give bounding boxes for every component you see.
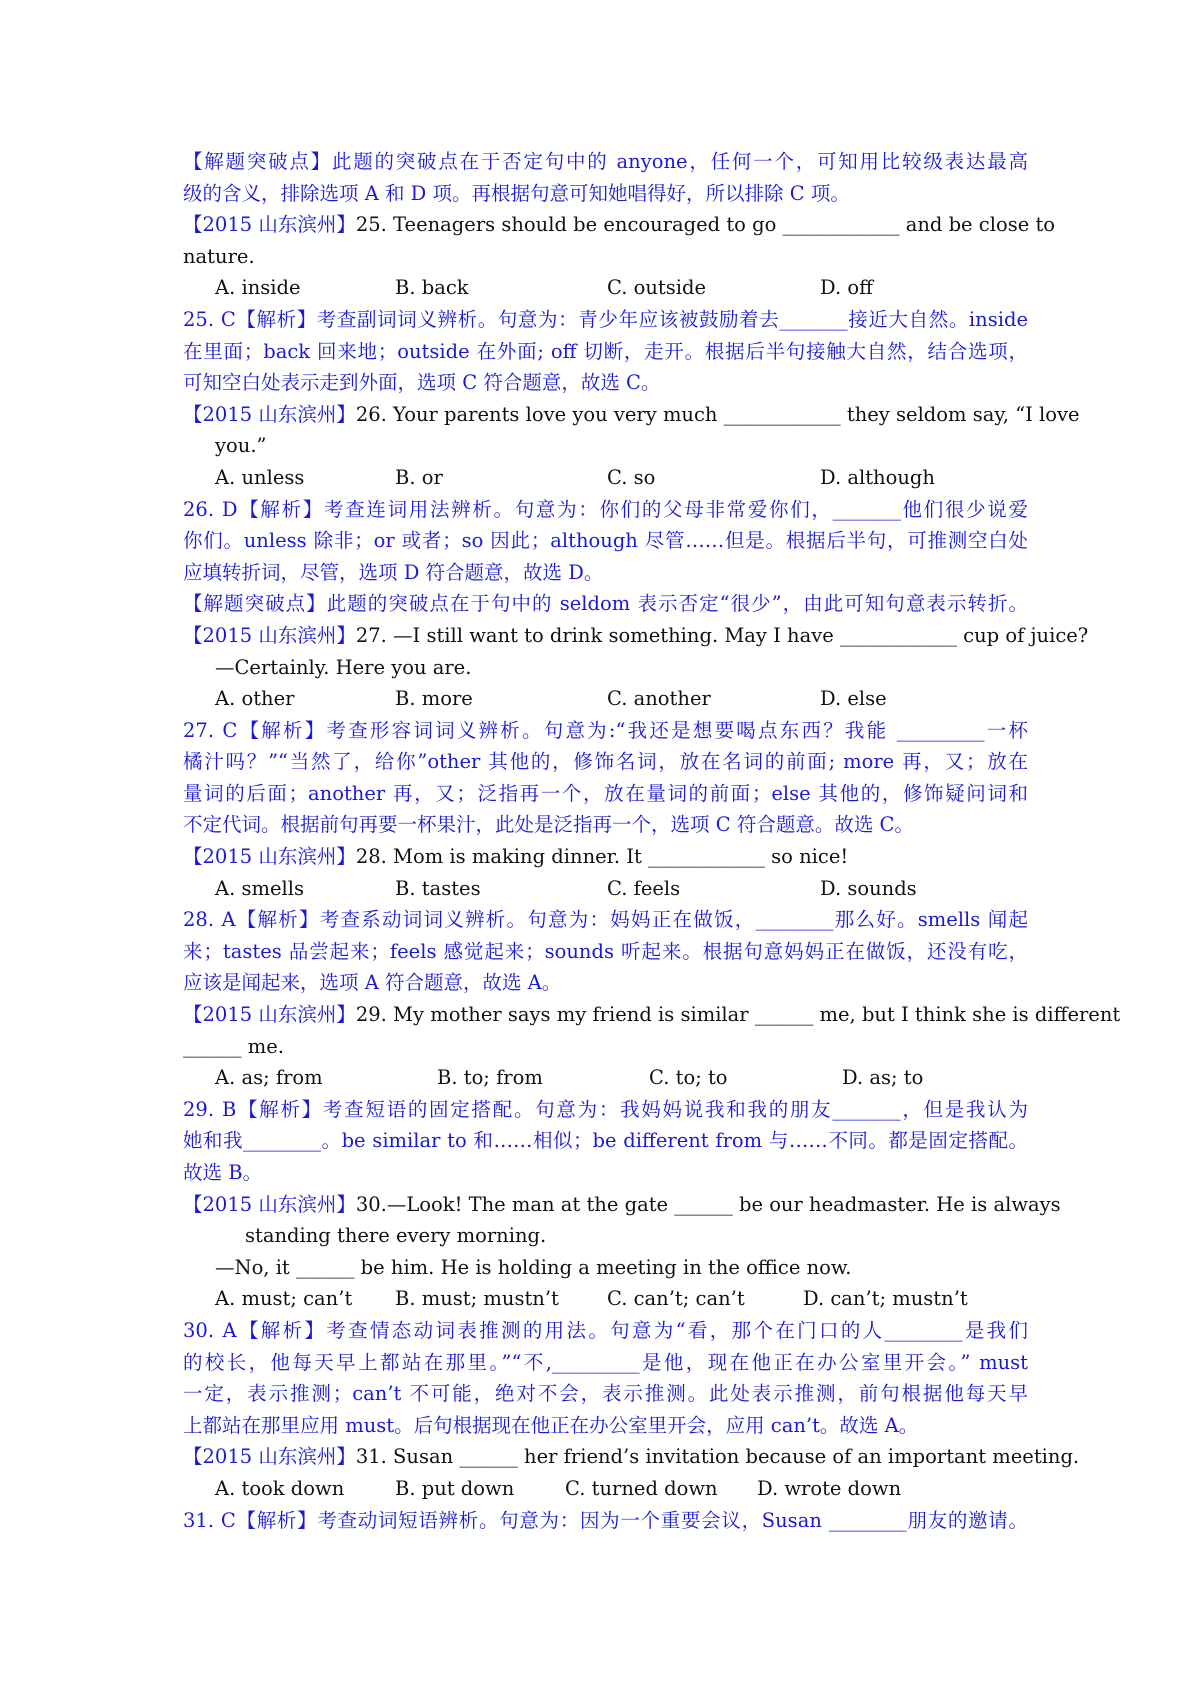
q27-option-d: D. else [820, 687, 887, 711]
q31-option-c: C. turned down [565, 1476, 718, 1500]
q29-option-c: C. to; to [649, 1066, 728, 1090]
q26-analysis-line-3: 应填转折词，尽管，选项 D 符合题意，故选 D。 [183, 560, 604, 584]
q25-analysis-line-3: 可知空白处表示走到外面，选项 C 符合题意，故选 C。 [183, 371, 661, 395]
q28-option-b: B. tastes [395, 876, 481, 900]
q30-analysis-line-3: 一定，表示推测；can’t 不可能，绝对不会，表示推测。此处表示推测，前句根据他每天早 [183, 1382, 1028, 1406]
q31-option-a: A. took down [215, 1476, 345, 1500]
q26-option-a: A. unless [215, 465, 305, 489]
q26-tip: 【解题突破点】此题的突破点在于句中的 seldom 表示否定“很少”，由此可知句意表示转折。 [183, 592, 1028, 616]
q31-analysis-line-1: 31. C【解析】考查动词短语辨析。句意为：因为一个重要会议，Susan ________朋友的邀请。 [183, 1508, 1028, 1532]
q30-option-d: D. can’t; mustn’t [803, 1287, 968, 1311]
q24-tip-line-2: 级的含义，排除选项 A 和 D 项。再根据句意可知她唱得好，所以排除 C 项。 [183, 181, 850, 205]
q30-analysis-line-4: 上都站在那里应用 must。后句根据现在他正在办公室里开会，应用 can’t。故选 A。 [183, 1413, 919, 1437]
q28-option-c: C. feels [607, 876, 681, 900]
source-tag: 【2015 山东滨州】 [183, 1003, 356, 1027]
q30-stem [183, 1189, 1061, 1221]
q28-option-a: A. smells [215, 876, 304, 900]
q25-option-d: D. off [820, 276, 873, 300]
q28-stem [183, 841, 1028, 873]
q31-option-d: D. wrote down [757, 1476, 902, 1500]
q27-analysis-line-2: 橘汁吗？”“当然了，给你”other 其他的，修饰名词，放在名词的前面; more 再，又；放在 [183, 750, 1028, 774]
q30-stem-line-3: —No, it ______ be him. He is holding a meeting in the office now. [215, 1255, 852, 1279]
q29-stem-line-2: ______ me. [183, 1034, 284, 1058]
q30-option-c: C. can’t; can’t [607, 1287, 745, 1311]
q30-stem-line-2: standing there every morning. [245, 1224, 547, 1248]
q29-options [183, 1062, 1028, 1094]
q30-option-a: A. must; can’t [215, 1287, 353, 1311]
q31-stem [183, 1441, 1080, 1473]
q28-option-d: D. sounds [820, 876, 917, 900]
q30-option-b: B. must; mustn’t [395, 1287, 559, 1311]
q24-tip-line-1: 【解题突破点】此题的突破点在于否定句中的 anyone，任何一个，可知用比较级表达最高 [183, 150, 1028, 173]
q30-stem-text: 30.—Look! The man at the gate ______ be our headmaster. He is always [355, 1192, 1061, 1216]
q25-stem-line-2: nature. [183, 244, 255, 268]
q31-stem-text: 31. Susan ______ her friend’s invitation because of an important meeting. [355, 1445, 1080, 1469]
q29-analysis-line-2: 她和我________。be similar to 和……相似；be different from 与……不同。都是固定搭配。 [183, 1129, 1028, 1153]
q26-option-b: B. or [395, 465, 443, 489]
q28-stem-text: 28. Mom is making dinner. It ____________ so nice! [355, 845, 849, 869]
q28-options [183, 873, 1028, 905]
q27-analysis-line-1: 27. C【解析】考查形容词词义辨析。句意为:“我还是想要喝点东西？我能 _________一杯 [183, 718, 1028, 742]
q29-option-a: A. as; from [215, 1066, 323, 1090]
q26-stem [183, 399, 1080, 431]
q25-analysis-line-2: 在里面；back 回来地；outside 在外面; off 切断，走开。根据后半句接触大自然，结合选项， [183, 339, 1028, 363]
q27-options [183, 683, 1028, 715]
q27-stem [183, 620, 1089, 652]
q26-option-c: C. so [607, 465, 656, 489]
q26-options [183, 462, 1028, 494]
source-tag: 【2015 山东滨州】 [183, 213, 356, 237]
q29-analysis-line-3: 故选 B。 [183, 1161, 263, 1184]
q25-option-a: A. inside [215, 276, 301, 300]
q29-option-d: D. as; to [842, 1066, 924, 1090]
q27-stem-line-2: —Certainly. Here you are. [215, 655, 472, 679]
q27-analysis-line-4: 不定代词。根据前句再要一杯果汁，此处是泛指再一个，选项 C 符合题意。故选 C。 [183, 813, 914, 837]
q27-stem-text: 27. —I still want to drink something. May I have ____________ cup of juice? [355, 623, 1089, 647]
source-tag: 【2015 山东滨州】 [183, 623, 356, 647]
q25-option-b: B. back [395, 276, 469, 300]
q26-option-d: D. although [820, 465, 935, 489]
q25-analysis-line-1: 25. C【解析】考查副词词义辨析。句意为：青少年应该被鼓励着去_______接近大自然。inside [183, 307, 1028, 331]
q30-analysis-line-1: 30. A【解析】考查情态动词表推测的用法。句意为“看，那个在门口的人________是我们 [183, 1318, 1028, 1342]
q27-option-c: C. another [607, 687, 711, 711]
document-body [183, 146, 1121, 1536]
q31-option-b: B. put down [395, 1476, 515, 1500]
source-tag: 【2015 山东滨州】 [183, 845, 356, 869]
source-tag: 【2015 山东滨州】 [183, 1192, 356, 1216]
q28-analysis-line-2: 来；tastes 品尝起来；feels 感觉起来；sounds 听起来。根据句意妈妈正在做饭，还没有吃， [183, 939, 1028, 963]
q31-options [183, 1473, 1028, 1505]
source-tag: 【2015 山东滨州】 [183, 402, 356, 426]
q25-stem [183, 209, 1056, 241]
q26-stem-text: 26. Your parents love you very much ____________ they seldom say, “I love [355, 402, 1080, 426]
q27-option-b: B. more [395, 687, 473, 711]
q30-options [183, 1283, 1028, 1315]
q29-stem-text: 29. My mother says my friend is similar ______ me, but I think she is different [355, 1003, 1121, 1027]
q29-analysis-line-1: 29. B【解析】考查短语的固定搭配。句意为：我妈妈说我和我的朋友_______，但是我认为 [183, 1097, 1028, 1121]
q25-stem-text: 25. Teenagers should be encouraged to go ____________ and be close to [355, 213, 1056, 237]
q28-analysis-line-1: 28. A【解析】考查系动词词义辨析。句意为：妈妈正在做饭，________那么好。smells 闻起 [183, 908, 1028, 932]
q30-analysis-line-2: 的校长，他每天早上都站在那里。”“不,_________是他，现在他正在办公室里开会。” must [183, 1350, 1028, 1374]
q26-analysis-line-1: 26. D【解析】考查连词用法辨析。句意为：你们的父母非常爱你们，_______他们很少说爱 [183, 497, 1028, 521]
q29-stem [183, 999, 1121, 1031]
q27-analysis-line-3: 量词的后面；another 再，又；泛指再一个，放在量词的前面；else 其他的，修饰疑问词和 [183, 781, 1028, 805]
q26-stem-line-2: you.” [215, 434, 267, 458]
q25-options [183, 272, 1028, 304]
q29-option-b: B. to; from [437, 1066, 543, 1090]
q25-option-c: C. outside [607, 276, 707, 300]
q28-analysis-line-3: 应该是闻起来，选项 A 符合题意，故选 A。 [183, 971, 562, 995]
q27-option-a: A. other [215, 687, 295, 711]
q26-analysis-line-2: 你们。unless 除非；or 或者；so 因此；although 尽管……但是。根据后半句，可推测空白处 [183, 529, 1028, 553]
source-tag: 【2015 山东滨州】 [183, 1445, 356, 1469]
